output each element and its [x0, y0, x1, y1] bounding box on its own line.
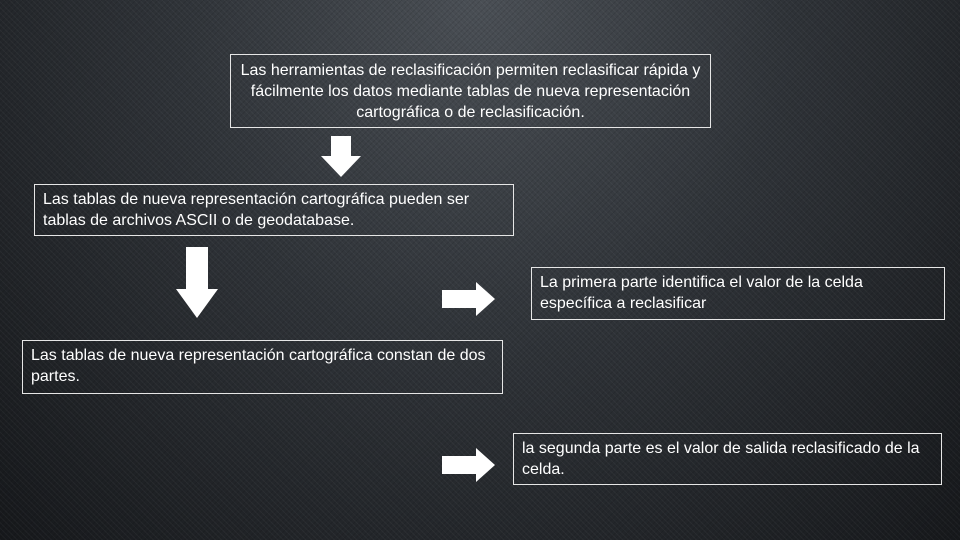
- second-part-text: la segunda parte es el valor de salida reclasificado de la celda.: [522, 440, 920, 478]
- two-parts-text: Las tablas de nueva representación cartográfica constan de dos partes.: [31, 347, 486, 385]
- tables-types-box: [34, 184, 514, 236]
- arrow-down-2-icon: [175, 247, 219, 319]
- intro-text: Las herramientas de reclasificación permiten reclasificar rápida y fácilmente los datos mediante tablas de nueva representación cartográfica o de reclasificación.: [240, 62, 701, 121]
- second-part-box: [513, 433, 942, 485]
- two-parts-box: [22, 340, 503, 394]
- arrow-down-1-icon: [320, 136, 362, 178]
- tables-types-text: Las tablas de nueva representación cartográfica pueden ser tablas de archivos ASCII o de geodatabase.: [43, 191, 470, 229]
- arrow-right-1-icon: [442, 282, 496, 316]
- first-part-text: La primera parte identifica el valor de la celda específica a reclasificar: [540, 274, 863, 312]
- first-part-box: [531, 267, 945, 320]
- intro-box: [230, 54, 711, 128]
- arrow-right-2-icon: [442, 448, 496, 482]
